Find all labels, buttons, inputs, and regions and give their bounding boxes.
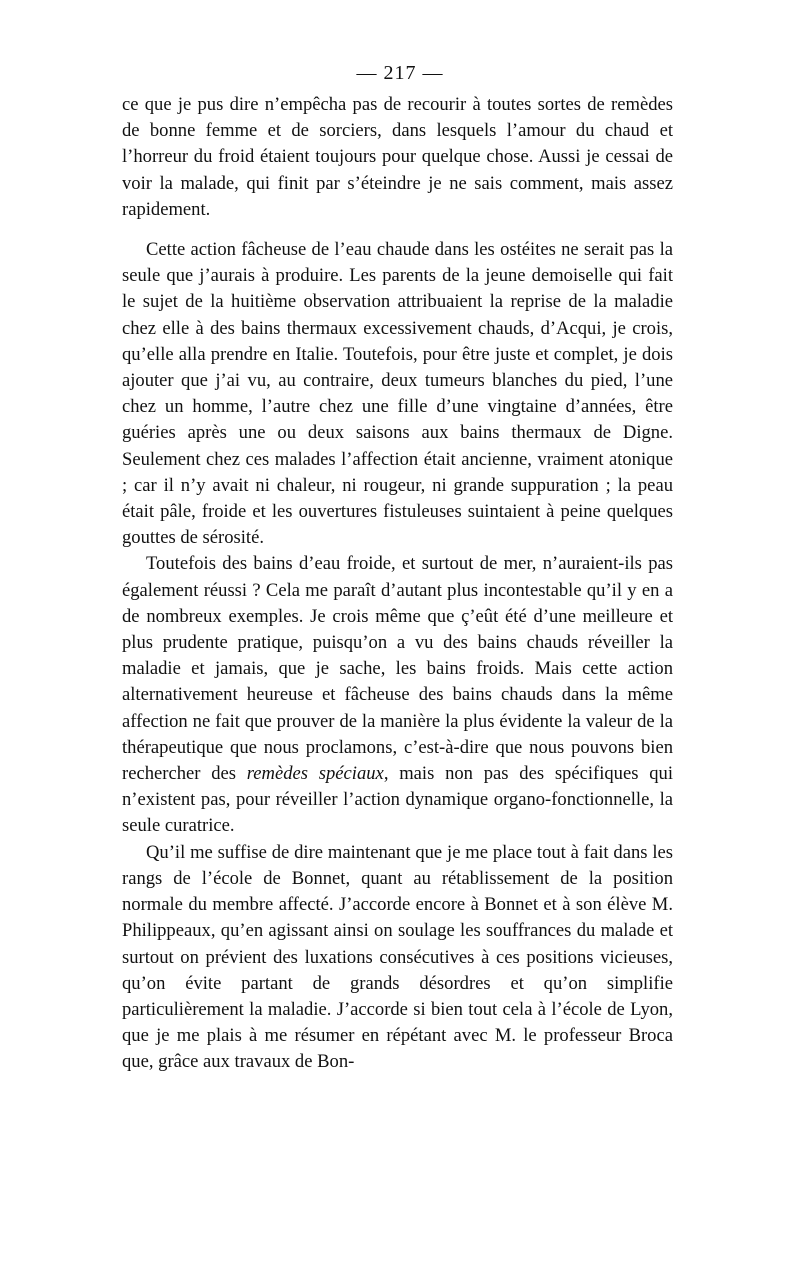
paragraph-3-text-start: Toutefois des bains d’eau froide, et surtout de mer, n’auraient-ils pas également réussi ? Cela me paraît d’autant plus incontestable qu’il y en a de nombreux exemples. Je crois même que ç’eût été d’une meilleure et plus prudente pratique, puisqu’on a vu des bains chauds réveiller la maladie et jamais, que je sache, les bains froids. Mais cette action alternativement heureuse et fâcheuse des bains chauds dans la même affection ne fait que prouver de la manière la plus évidente la valeur de la thérapeutique que nous proclamons, c’est-à-dire que nous pouvons bien rechercher des <box>122 553 673 785</box>
body-text <box>122 92 673 1076</box>
paragraph-3-italic-phrase: remèdes spéciaux <box>246 763 384 785</box>
page-number: — 217 — <box>356 62 444 84</box>
paragraph-2-text: Cette action fâcheuse de l’eau chaude dans les ostéites ne serait pas la seule que j’aurais à produire. Les parents de la jeune demoiselle qui fait le sujet de la huitième observation attribuaient la reprise de la maladie chez elle à des bains thermaux excessivement chauds, d’Acqui, je crois, qu’elle alla prendre en Italie. Toutefois, pour être juste et complet, je dois ajouter que j’ai vu, au contraire, deux tumeurs blanches du pied, l’une chez un homme, l’autre chez une fille d’une vingtaine d’années, être guéries après une ou deux saisons aux bains thermaux de Digne. Seulement chez ces malades l’affection était ancienne, vraiment atonique ; car il n’y avait ni chaleur, ni rougeur, ni grande suppuration ; la peau était pâle, froide et les ouvertures fistuleuses suintaient à peine quelques gouttes de sérosité. <box>122 239 673 549</box>
paragraph-3 <box>122 551 673 839</box>
paragraph-3-text-end: , mais non pas des spécifiques qui n’existent pas, pour réveiller l’action dynamique organo-fonctionnelle, la seule curatrice. <box>122 763 673 837</box>
paragraph-4 <box>122 840 673 1076</box>
paragraph-2 <box>122 237 673 551</box>
paragraph-1 <box>122 92 673 223</box>
paragraph-1-text: ce que je pus dire n’empêcha pas de recourir à toutes sortes de remèdes de bonne femme et de sorciers, dans lesquels l’amour du chaud et l’horreur du froid étaient toujours pour quelque chose. Aussi je cessai de voir la malade, qui finit par s’éteindre je ne sais comment, mais assez rapidement. <box>122 94 673 220</box>
paragraph-4-text: Qu’il me suffise de dire maintenant que je me place tout à fait dans les rangs de l’école de Bonnet, quant au rétablissement de la position normale du membre affecté. J’accorde encore à Bonnet et à son élève M. Philippeaux, qu’en agissant ainsi on soulage les souffrances du malade et surtout on prévient des luxations consécutives à ces positions vicieuses, qu’on évite partant de grands désordres et qu’on simplifie particulièrement la maladie. J’accorde si bien tout cela à l’école de Lyon, que je me plais à me résumer en répétant avec M. le professeur Broca que, grâce aux travaux de Bon- <box>122 841 673 1073</box>
